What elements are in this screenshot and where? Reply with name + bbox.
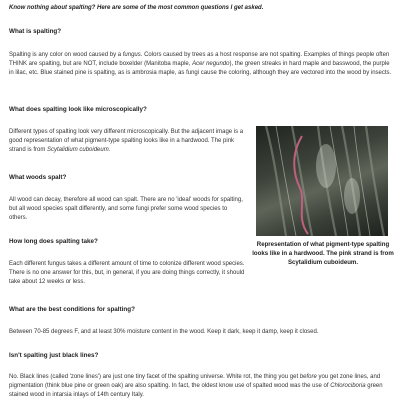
heading-best-conditions: What are the best conditions for spalting? bbox=[9, 306, 135, 313]
microscope-photo bbox=[256, 126, 388, 236]
body-what-woods: All wood can decay, therefore all wood can spalt. There are no 'ideal' woods for spalting, but all wood species spalt differently, and some fungi prefer some wood species to others. bbox=[9, 197, 243, 221]
pink-strand bbox=[294, 136, 308, 234]
figure-caption: Representation of what pigment-type spalting looks like in a hardwood. The pink strand is from Scytalidium cuboideum. bbox=[252, 241, 394, 266]
body-black-lines: No. Black lines (called 'zone lines') are just one tiny facet of the spalting universe. White rot, the thing you get before you get zone lines, and pigmentation (think blue pine or green oak) are also spalting. In fact, the oldest know use of spalted wood was the use of Chlorociboria green stained wood in intarsia inlays of 14th century Italy. bbox=[9, 374, 383, 398]
body-best-conditions: Between 70-85 degrees F, and at least 30% moisture content in the wood. Keep it dark, keep it damp, keep it closed. bbox=[9, 329, 319, 335]
heading-what-woods: What woods spalt? bbox=[9, 174, 67, 181]
intro-text: Know nothing about spalting? Here are some of the most common questions I get asked. bbox=[9, 5, 264, 11]
body-what-is-spalting: Spalting is any color on wood caused by a fungus. Colors caused by trees as a host response are not spalting. Examples of things people often THINK are spalting, but are NOT, include boxelder (Manitoba maple, Acer negundo), the green streaks in hard maple and basswood, the purple in lilac, etc. Blue stained pine is spalting, as is ambrosia maple, as fungi cause the coloring, although they are vectored into the wood by insects. bbox=[9, 52, 392, 76]
heading-microscopic: What does spalting look like microscopically? bbox=[9, 106, 147, 113]
body-how-long: Each different fungus takes a different amount of time to colonize different wood species. There is no one answer for this, but, in general, if you are doing things correctly, it should take about 12 weeks or less. bbox=[9, 261, 245, 285]
heading-what-is-spalting: What is spalting? bbox=[9, 28, 62, 35]
heading-black-lines: Isn't spalting just black lines? bbox=[9, 352, 99, 359]
microscope-image bbox=[256, 126, 388, 236]
body-microscopic: Different types of spalting look very different microscopically. But the adjacent image is a good representation of what pigment-type spalting looks like in a hardwood. The pink strand is from Scytalidium cuboideum. bbox=[9, 129, 244, 153]
heading-how-long: How long does spalting take? bbox=[9, 238, 98, 245]
